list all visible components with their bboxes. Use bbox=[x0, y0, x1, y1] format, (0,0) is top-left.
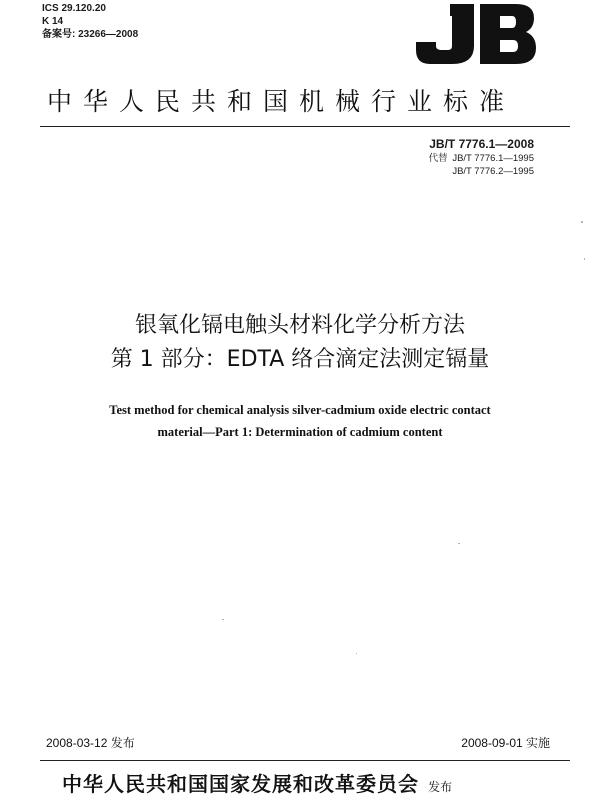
publisher-verb: 发布 bbox=[428, 780, 453, 794]
category-title: 中华人民共和国机械行业标准 bbox=[47, 87, 516, 116]
chinese-title-line-2: 第 1 部分：EDTA 络合滴定法测定镉量 bbox=[110, 347, 490, 372]
publisher-line bbox=[62, 768, 452, 797]
replaced-standard: JB/T 7776.2—1995 bbox=[452, 166, 534, 177]
implementation-date: 2008-09-01 实施 bbox=[461, 736, 550, 750]
replaces-line-2 bbox=[429, 165, 534, 178]
scan-speck bbox=[584, 258, 585, 260]
standard-number: JB/T 7776.1—2008 bbox=[429, 137, 534, 151]
scan-speck bbox=[458, 543, 460, 544]
jb-logo bbox=[412, 0, 540, 68]
ccs-code: K 14 bbox=[42, 16, 64, 27]
header-rule bbox=[40, 126, 570, 127]
chinese-title-line-1: 银氧化镉电触头材料化学分析方法 bbox=[134, 313, 465, 338]
replaces-line-1 bbox=[429, 152, 534, 165]
scan-speck bbox=[581, 221, 583, 223]
replaced-standard: JB/T 7776.1—1995 bbox=[452, 153, 534, 164]
record-label: 备案号: bbox=[42, 29, 76, 40]
record-line bbox=[42, 28, 138, 41]
replaces-label: 代替 bbox=[428, 153, 448, 164]
standard-number-block bbox=[429, 136, 534, 178]
english-title-line-2: material—Part 1: Determination of cadmium content bbox=[157, 425, 443, 439]
publisher-name: 中华人民共和国国家发展和改革委员会 bbox=[62, 772, 419, 796]
issue-date: 2008-03-12 发布 bbox=[46, 736, 135, 750]
scan-speck bbox=[356, 653, 357, 654]
record-number: 23266—2008 bbox=[78, 29, 139, 40]
ics-code: ICS 29.120.20 bbox=[42, 3, 106, 14]
footer-rule bbox=[40, 760, 570, 761]
classification-block bbox=[42, 2, 138, 41]
scan-speck bbox=[222, 619, 224, 620]
english-title-line-1: Test method for chemical analysis silver-cadmium oxide electric contact bbox=[109, 403, 491, 417]
